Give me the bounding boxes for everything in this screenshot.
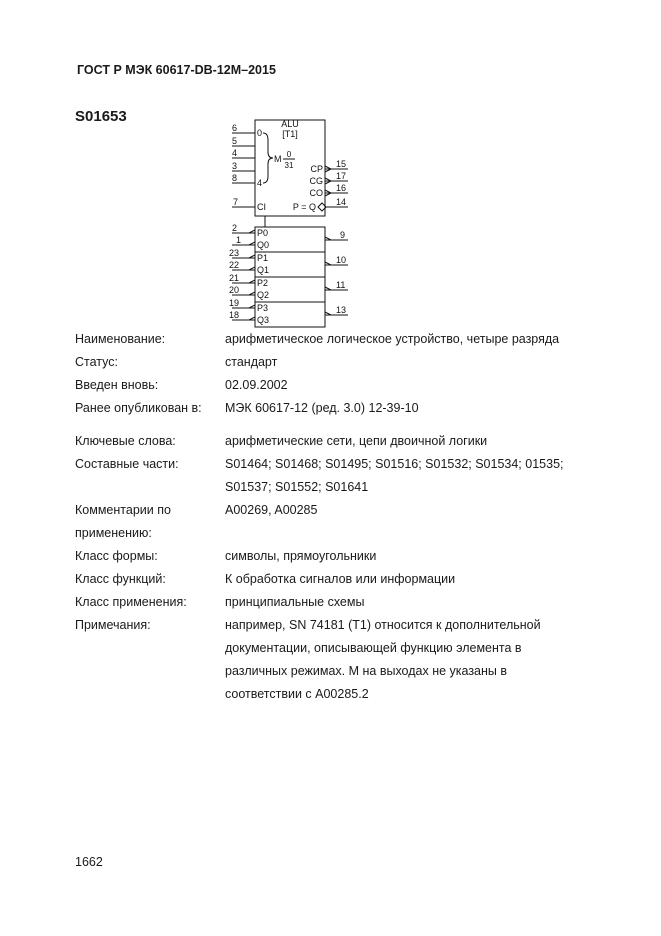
property-label: Класс функций: xyxy=(75,572,166,586)
property-row-components xyxy=(75,453,635,499)
property-row-function-class xyxy=(75,568,635,591)
property-value: стандарт xyxy=(225,355,278,369)
pin-number: 9 xyxy=(340,230,346,240)
property-row-introduced xyxy=(75,374,635,397)
pin-number: 7 xyxy=(233,197,239,207)
section-q-label: Q3 xyxy=(257,315,270,325)
properties-table xyxy=(75,328,635,706)
pin-number: 13 xyxy=(336,305,347,315)
section-q-label: Q2 xyxy=(257,290,270,300)
property-value-line: S01537; S01552; S01641 xyxy=(225,480,369,494)
property-value: 02.09.2002 xyxy=(225,378,288,392)
pin-number: 18 xyxy=(229,310,240,320)
property-value: арифметическое логическое устройство, четыре разряда xyxy=(225,332,560,346)
pin-number: 5 xyxy=(232,136,238,146)
output-label: CO xyxy=(309,188,323,198)
m-fraction-bottom: 31 xyxy=(284,161,294,170)
symbol-code: S01653 xyxy=(75,108,127,125)
property-value: A00269, A00285 xyxy=(225,503,318,517)
alu-qualifier: [T1] xyxy=(282,129,298,139)
output-label: P = Q xyxy=(292,202,316,212)
property-value-line: S01464; S01468; S01495; S01516; S01532; S01534; 01535; xyxy=(225,457,564,471)
property-value-line: документации, описывающей функцию элемента в xyxy=(225,641,522,655)
property-value: К обработка сигналов или информации xyxy=(225,572,456,586)
document-header: ГОСТ Р МЭК 60617-DB-12M–2015 xyxy=(77,63,276,77)
pin-number: 17 xyxy=(336,171,347,181)
property-label: Наименование: xyxy=(75,332,166,346)
property-row-published xyxy=(75,397,635,420)
pin-number: 20 xyxy=(229,285,240,295)
pin-number: 3 xyxy=(232,161,238,171)
output-label: CP xyxy=(310,164,323,174)
alu-title: ALU xyxy=(281,119,299,129)
section-q-label: Q0 xyxy=(257,240,270,250)
m-label: M xyxy=(274,154,282,164)
property-value-line: различных режимах. М на выходах не указаны в xyxy=(225,664,508,678)
pin-number: 6 xyxy=(232,123,238,133)
property-value: символы, прямоугольники xyxy=(225,549,377,563)
property-label: Введен вновь: xyxy=(75,378,159,392)
property-label: Класс применения: xyxy=(75,595,187,609)
property-row-comments xyxy=(75,499,635,545)
property-value: арифметические сети, цепи двоичной логики xyxy=(225,434,488,448)
input-weight-label: 4 xyxy=(257,178,263,188)
section-p-label: P0 xyxy=(257,228,269,238)
property-value: принципиальные схемы xyxy=(225,595,365,609)
property-row-notes xyxy=(75,614,635,706)
property-label: Примечания: xyxy=(75,618,151,632)
pin-number: 1 xyxy=(236,235,242,245)
pin-number: 15 xyxy=(336,159,347,169)
pin-number: 23 xyxy=(229,248,240,258)
page-number: 1662 xyxy=(75,855,103,869)
alu-symbol-diagram xyxy=(225,118,360,330)
property-row-form-class xyxy=(75,545,635,568)
pin-number: 16 xyxy=(336,183,347,193)
pin-number: 11 xyxy=(336,280,346,290)
pin-number: 2 xyxy=(232,223,238,233)
ci-label: CI xyxy=(257,202,266,212)
section-q-label: Q1 xyxy=(257,265,270,275)
m-fraction-top: 0 xyxy=(286,150,292,159)
property-value: МЭК 60617-12 (ред. 3.0) 12-39-10 xyxy=(225,401,419,415)
pin-number: 8 xyxy=(232,173,238,183)
property-row-status xyxy=(75,351,635,374)
pin-number: 21 xyxy=(229,273,240,283)
section-p-label: P1 xyxy=(257,253,269,263)
property-row-application-class xyxy=(75,591,635,614)
property-row-keywords xyxy=(75,430,635,453)
property-value-line: соответствии с A00285.2 xyxy=(225,687,369,701)
pin-number: 19 xyxy=(229,298,240,308)
property-value-line: например, SN 74181 (T1) относится к дополнительной xyxy=(225,618,541,632)
section-p-label: P2 xyxy=(257,278,269,288)
property-label: Ключевые слова: xyxy=(75,434,176,448)
pin-number: 22 xyxy=(229,260,240,270)
property-label: Статус: xyxy=(75,355,118,369)
pin-number: 4 xyxy=(232,148,238,158)
property-label: Класс формы: xyxy=(75,549,158,563)
pin-number: 14 xyxy=(336,197,347,207)
pin-number: 10 xyxy=(336,255,347,265)
property-row-name xyxy=(75,328,635,351)
input-weight-label: 0 xyxy=(257,128,263,138)
output-label: CG xyxy=(309,176,323,186)
property-label: Составные части: xyxy=(75,457,179,471)
section-p-label: P3 xyxy=(257,303,269,313)
property-label: Комментарии по xyxy=(75,503,171,517)
property-label: Ранее опубликован в: xyxy=(75,401,202,415)
property-label: применению: xyxy=(75,526,152,540)
